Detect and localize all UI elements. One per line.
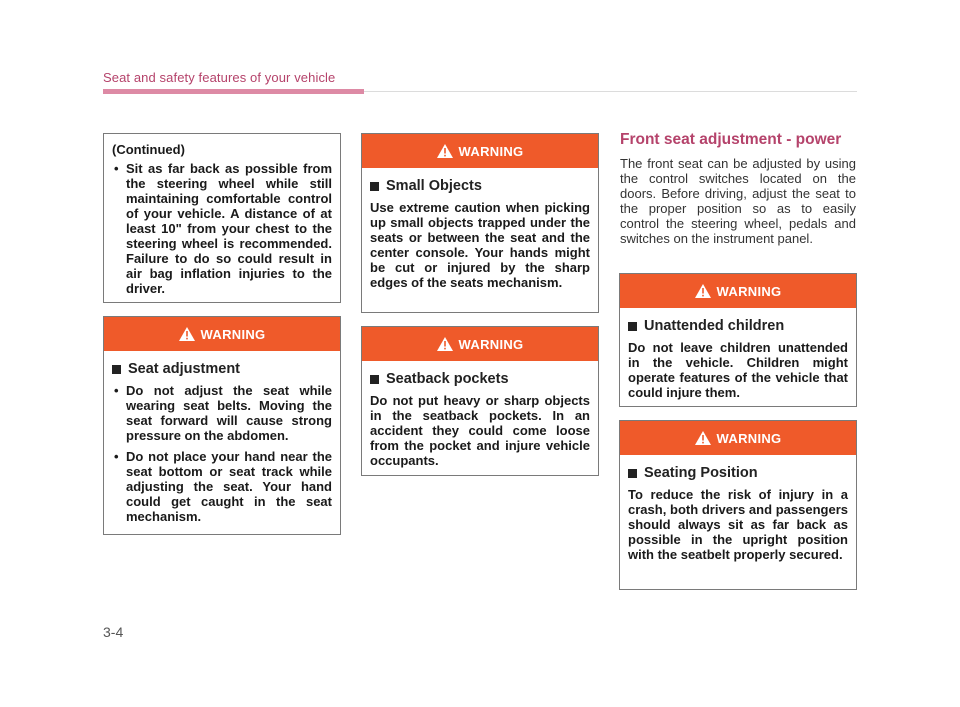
header-divider — [364, 91, 857, 92]
warning-heading: Seating Position — [628, 465, 848, 481]
header-accent-bar — [103, 89, 364, 94]
warning-banner — [362, 327, 598, 361]
warning-text: Use extreme caution when picking up small objects trapped under the seats or between the seat and the center console. Your hands might be cut or injured by the sharp edges of the seats mechanism. — [370, 200, 590, 290]
running-header: Seat and safety features of your vehicle — [103, 70, 336, 85]
warning-label: WARNING — [200, 326, 266, 342]
warning-heading: Small Objects — [370, 178, 590, 194]
warning-heading: Seatback pockets — [370, 371, 590, 387]
square-bullet-icon — [370, 375, 379, 384]
square-bullet-icon — [628, 469, 637, 478]
unattended-children-warning-box — [619, 273, 857, 407]
warning-icon — [695, 431, 711, 445]
list-item: • Do not adjust the seat while wearing seat belts. Moving the seat forward will cause strong pressure on the abdomen. — [112, 383, 332, 443]
warning-icon — [437, 337, 453, 351]
warning-icon — [695, 284, 711, 298]
warning-label: WARNING — [716, 430, 782, 446]
warning-label: WARNING — [458, 143, 524, 159]
warning-text: Do not put heavy or sharp objects in the seatback pockets. In an accident they could come loose from the pocket and injure vehicle occupants. — [370, 393, 590, 468]
continued-warning-box — [103, 133, 341, 303]
page-number: 3-4 — [103, 624, 124, 640]
section-title: Front seat adjustment - power — [620, 131, 842, 148]
seat-adjustment-bullets — [112, 383, 332, 524]
warning-banner — [362, 134, 598, 168]
seating-position-warning-box — [619, 420, 857, 590]
warning-heading: Unattended children — [628, 318, 848, 334]
warning-icon — [179, 327, 195, 341]
continued-label: (Continued) — [112, 142, 185, 157]
warning-text: To reduce the risk of injury in a crash, both drivers and passengers should always sit as far back as possible in the upright position with the seatbelt properly secured. — [628, 487, 848, 562]
square-bullet-icon — [370, 182, 379, 191]
warning-icon — [437, 144, 453, 158]
warning-banner — [104, 317, 340, 351]
small-objects-warning-box — [361, 133, 599, 313]
seatback-pockets-warning-box — [361, 326, 599, 476]
square-bullet-icon — [112, 365, 121, 374]
warning-label: WARNING — [716, 283, 782, 299]
warning-label: WARNING — [458, 336, 524, 352]
section-body: The front seat can be adjusted by using the control switches located on the doors. Before driving, adjust the seat to the proper position so as to easily control the steering wheel, pedals and switches on the instrument panel. — [620, 156, 856, 246]
warning-text: Do not leave children unattended in the vehicle. Children might operate features of the vehicle that could injure them. — [628, 340, 848, 400]
warning-banner — [620, 274, 856, 308]
list-item: • Sit as far back as possible from the steering wheel while still maintaining comfortable control of your vehicle. A distance of at least 10" from your chest to the steering wheel is recommended. Failure to do so could result in air bag inflation injuries to the driver. — [112, 161, 332, 296]
square-bullet-icon — [628, 322, 637, 331]
list-item: • Do not place your hand near the seat bottom or seat track while adjusting the seat. Your hand could get caught in the seat mechanism. — [112, 449, 332, 524]
warning-banner — [620, 421, 856, 455]
seat-adjustment-warning-box — [103, 316, 341, 535]
warning-heading: Seat adjustment — [112, 361, 332, 377]
continued-bullet-list — [112, 161, 332, 296]
